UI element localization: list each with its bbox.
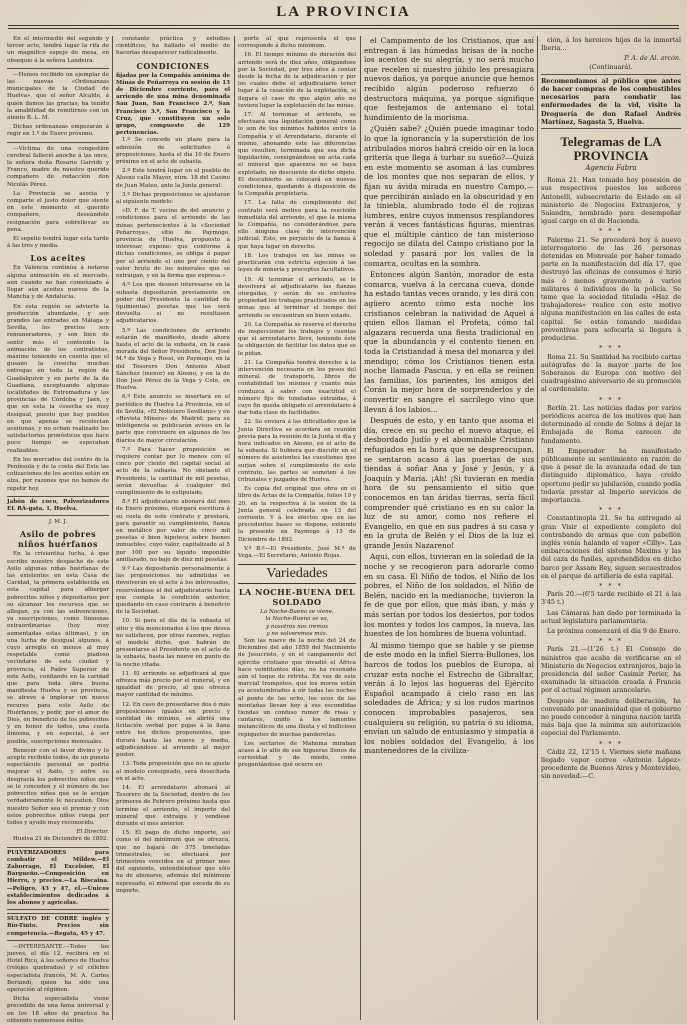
telegrams-agency: Agencia Fabra — [585, 164, 637, 173]
article-paragraph: Aquí, con ellos, tuvieran en la soledad de la noche y se recogieron para adorarle como en su casa. El Niño de todos, el Niño de los pobres, el Niño de los soldados, el Niño de Belén, nacido en la medianoche, tuvieron la fe de que por ellos, que más iban, y más y más serían por todos los desiertos, por todos los montes y todos los campos, la nueva, las huestes de los hombres de buena voluntad. — [364, 552, 534, 639]
separator-stars: * * * — [599, 506, 623, 515]
article-paragraph: Al mismo tiempo que se hable y se piense de este modo en la infiel Sierra-Bullones, los barcos de todos los pueblos de Europa, al cruzar esta noche el Estrecho de Gibraltar, verán á lo lejos las hogueras del Ejército Español acampado á cielo raso en las soledades de África; y si los rudos marinos conocen improbables pasajeros, sea cualquiera su religión, su patria ó su idioma, envían un saludo de entusiasmo y simpatía á los nobles soldados del Evangelio, á los mantenedores de la civiliza- — [364, 640, 534, 756]
divider-rule — [7, 68, 109, 69]
advertisement: Recomendamos al público que antes de hacer compras de los combustibles necesarios para combatir las enfermedades de la vid, visite la Droguería de don Rafael Andrés Martínez, Sagasta 5, Huelva. — [541, 74, 681, 129]
telegrams-heading: Telegramas de LA PROVINCIA — [560, 134, 662, 164]
article-paragraph: El Emperador ha manifestado públicamente su sentimiento en razón de que á pesar de la avanzada edad de tan distinguido diplomático, haya creído oportuno pedir su jubilación, cuando podía todavía prestar al Imperio servicios de importancia. — [541, 446, 681, 504]
article-paragraph: La Provincia se asocia y comparte el justo dolor que siente en este momento el querido compañero, deseándole resignación para sobrellevar su pena. — [7, 190, 109, 233]
article-paragraph: Huelva 21 de Diciembre de 1892. — [13, 836, 109, 843]
signature-line: P. A. de Al. arcón. — [624, 54, 681, 63]
column-2 — [116, 36, 230, 1020]
article-paragraph: 22. Se enviará á las dificultades que la Junta Directiva se acordara en reunión previa para la reunión de la Junta el día y hora indicados en Alosno, en el acto de la subasta. Si hubiera que discutir en el número de asistentes las cuestiones que surjan sobre el cumplimiento de este contrato, las partes se someten á los tribunales y juzgados de Huelva. — [238, 419, 356, 483]
article-paragraph: 8.º El adjudicatario abonará del mes de Enero próximo, otorgará escritura á su costa de este contrato y prestará, para garantir su cumplimiento, fianza en metálico por valor de cinco mil pesetas ó bien hipoteca sobre bienes inmuebles, cuyo valor, capitalizado al 5 por 100 por su líquido imponible amillarado, no baje de diez mil pesetas. — [116, 499, 230, 563]
article-paragraph: 2.º Este tendrá lugar en el pueblo de Alosno calle Mayor, núm. 18 del Casino de Juan Mateo, ante la Junta general. — [116, 168, 230, 189]
section-heading: Los aceites — [30, 253, 86, 264]
article-paragraph: Son las nueve de la noche del 24 de Diciembre del año 1859 del Nacimiento de Jesucristo, y en el campamento del ejército cristiano que invadió el África hace veintitantos días, no ha resonado aún el toque de retreta. En vez de este marcial trompeteo, que los moros están ya acostumbrados á oír todas las noches al punto de las ocho, los ecos de las montañas llevan hoy á sus escondidas tiendas un confuso rumor de risas y cantares, unido á los lamentos melancólicos de una flauta y el bullicioso repiqueteo de muchas panderetas. — [238, 638, 356, 738]
article-paragraph: 7.º Para hacer proposición se requiere contar por lo menos con el cinco por ciento del capital social al acto de la subasta. No obstante el Presidente, la cantidad de mil pesetas, serán devueltas á cualquier del cumplimiento de lo estipulado. — [116, 446, 230, 496]
article-paragraph: ¿Quién sabe? ¿Quién puede imaginar todo lo que la ignorancia y la superstición de los atribulados moros habrá creído oír en la loca gritería que llega á turbar su sueño?—Quizá en este momento se asoman á las cumbres de los montes que nos separan de ellos, y fijan su ávida mirada en nuestro Campo,—que percibirán aislado en la obscuridad y en la tiniebla, alumbrado todo él de rojizas lumbres, entre cuyos inmensos resplandores verán á veces fantásticas figuras, mientras que el múltiple cántico de tan misterioso regocijo se dilata del Campo cristiano por la soledad y pasará por los valles de la comarca, ocultas en la sombra. — [364, 124, 534, 268]
article-paragraph: 4.º Los que deseen interesarse en la subasta depositarán previamente en poder del Presidente la cantidad de (quinientas) pesetas que les será devuelta si no resultasen adjudicatarios. — [116, 282, 230, 325]
article-paragraph: Entonces algún Santón, morador de esta comarca, vuelva á la cercana cueva, donde ha estado tantas veces orando, y les dirá con agüero acento cómo esta noche los cristianos celebran la natividad de Aquel á quien ellos llaman el Profeta, cómo tal algazara recuerda una fiesta tradicional en que la abundancia y el contento tienen en toda la Cristiandad á mesa del monarca y del mendigo; cómo los Cristianos tienen esta noche llamada Pascua, y en ella se reúnen las familias, los parientes, los amigos del Corán la mejor hora de sorprenderlos y de convertir en sangre el sacrílego vino que llevan á los labios... — [364, 270, 534, 414]
signature-line: El Director. — [76, 829, 109, 836]
article-paragraph: 16. El tiempo mínimo de duración del arriendo será de diez años, obligándose por la Sociedad, por tres años á contar desde la fecha de la adjudicación y por los cuales debe el adjudicatario tener lugar á la cesación de la explotación, si llegara el caso de que algún año no tuviera lugar la explotación de las minas. — [238, 52, 356, 109]
article-paragraph: V.º B.º—El Presidente, José M.ª de Vega.—El Secretario, Antonio Rojas. — [238, 545, 356, 560]
article-paragraph: Dicha especialista viene precedido de una fama universal y en los 18 años de práctica ha obtenido numerosos éxitos. — [7, 996, 109, 1024]
variedades-heading: Variedades — [238, 564, 356, 584]
article-paragraph: 5.º Las condiciones de arriendo estarán de manifiesto, desde ahora hasta el acto de la subasta, en la casa morada del Señor Presidente, Don José M.ª de Vega y Rossi, en Paymogo, en la del Tesorero Don Antonio Abad Sánchez (menor) en Alosno, y en la de Don José Pérez de la Vega y Cote, en Huelva. — [116, 327, 230, 392]
article-paragraph: 17. La falta de cumplimiento del contrato será motivo para la rescisión inmediata del arriendo, el que la misma la Compañía, no considerándose para ello ninguna clase de intervención judicial. Esto, en perjuicio de la fianza á que haya lugar en derecho. — [238, 200, 356, 250]
article-paragraph: En Valencia continúa á notarse alguna animación en el mercado, aun cuando no han comenzado á llegar aún aceites nuevos de la Mancha y de Andalucía. — [7, 265, 109, 301]
article-paragraph: El sepelio tendrá lugar esta tarde á las tres y media. — [7, 236, 109, 250]
article-paragraph: La próxima comenzará el día 9 de Enero. — [547, 627, 681, 635]
article-paragraph: París 20.—(6'5 tarde recibido el 21 á las 3'45 t.) — [541, 590, 681, 607]
article-paragraph: 14. El arrendatario abonará al Tesorero de la Sociedad, dentro de los primeros de Febrero próximo hasta que termine el arriendo, el importe del mineral que extraiga y vendiese durante el mes anterior. — [116, 784, 230, 827]
section-heading: CONDICIONES — [136, 60, 210, 71]
masthead-rule-thin — [8, 28, 679, 29]
article-paragraph: En el intermedio del segundo y tercer acto, tendrá lugar la rifa de un magnífico espejo de mesa, en obsequio á la señora Landeira. — [7, 36, 109, 64]
centered-line: J. M. J. — [48, 519, 68, 526]
separator-stars: * * * — [599, 344, 623, 353]
verse-line: y nosotros nos iremos — [265, 623, 329, 630]
column-divider — [234, 36, 235, 1020]
article-paragraph: Berlín 21. Las noticias dadas por varios periódicos acerca de los motivos que han determinado al conde de Solms á dejar la Embajada de Roma carecen de fundamento. — [541, 403, 681, 445]
article-paragraph: Palermo 21. Se procederá hoy á nuevo interrogatorio de las 26 personas detenidas en Monreale por haber tomado parte en la manifestación del día 17, que destruyó las oficinas de consumos é hirió más ó menos gravemente á varios militares é individuos de la policía. Se teme que la sociedad titulada «Haz de trabajadores» realice con este motivo alguna manifestación en las calles de esta capital. Se están tomando medidas preventivas para sofocarla si llegara á producirse. — [541, 235, 681, 343]
article-paragraph: En los mercados del centro de la Península y de la costa del Este las cotizaciones de los aceites están en alza, por razones que no hemos de repetir hoy. — [7, 456, 109, 492]
article-paragraph: Constantinopla 21. Se ha entregado al gran Visir el expediente completo del contrabando de armas que con pabellón inglés venía halando el vapor «Cilly». Las embarcaciones del sistema Maxims y las del caza de fusiles, aprehendidos en dicho barco por Assam Bey, siguen secuestrados en el parque de artillería de esta capital. — [541, 514, 681, 580]
article-paragraph: 13. Toda proposición que no se ajuste al modelo consignado, será desechada en el acto. — [116, 761, 230, 782]
article-paragraph: el Campamento de los Cristianos, que así entregan á las húmedas brisas de la noche los acentos de su alegría, y no será mucho que recelen si nuestro júbilo les presagiara nuevos daños, ya porque anuncie que hemos recibido algún poderoso refuerzo ó destructora máquina, ya porque signifique que festejamos de antemano el total hundimiento de la morisma. — [364, 36, 534, 122]
article-paragraph: constante práctica y estudios científicos, ha hallado el medio de hacerlas desaparecer radicalmente. — [116, 36, 230, 57]
article-paragraph: 17. Al terminar el arriendo, se efectuará una liquidación general como lo son de los mínimos habidos entre la Compañía y el Arrendatario, durante el mismo, abonando este las diferencias que resulten, terminada que sea dicha liquidación, consignándose un acta cada el mineral que aparezca no se haya explotado, no descuente de dicho objeto. El descubierto se colocará en nuevas condiciones, quedando á disposición de la Compañía propietaria. — [238, 112, 356, 198]
separator-stars: * * * — [599, 395, 623, 404]
article-paragraph: 21. La Compañía tendrá derecho á la intervención necesaria en los pesos del mineral de transporte, libros de contabilidad los mismos y cuanto más conduzca á saber con exactitud el número fijo de toneladas extraídas, á cuyo fin queda obligado el arrendatario á dar toda clase de facilidades. — [238, 359, 356, 417]
divider-rule — [7, 142, 109, 143]
article-paragraph: —Hemos recibido un ejemplar de las nuevas «Ordenanzas municipales de la Ciudad de Huelva», que el señor Alcalde, á quien damos las gracias, ha tenido la amabilidad de remitirnos con un atento B. L. M. — [7, 71, 109, 122]
article-paragraph: En la crisiantisa lucha, á que escribe nuestro despacho de este Asilo algunas niñas huérfanas de las existentes en esta Casa de Caridad, la primera establecida en esta capital para albergar pobrecitos niños y depositarios por su alcanzar los recursos que se allegan, ya con las subvenciones, ya suscripciones, como limosnas extraordinarias (hoy muy aumentadas estas últimas), y en una lucha de desigual algunos, á cuyo arreglo en menos al muy respetable como piadoso vecindario de esta ciudad y provincia, el Padre Superior de este Asilo, confiando en la caridad que para toda obra buena manifiesta Huelva y su provincia, se atreve á implorar un nuevo recurso para este Asilo de Huérfanos, y pedir, por el amor de Dios, en beneficio de los pobrecitos y en honor de todos, una cuota limosna, y en especial, á ser posible, suscripciones mensuales. — [7, 551, 109, 745]
article-paragraph: Es copia del original que obra en el libro de Actas de la Compañía, folios 19 y 20, en la respectiva á la sesión de la Junta general celebrada en 13 del corriente. Y á los efectos que en las precedentes bases se dispone, extiendo la presente en Paymogo á 15 de Diciembre de 1892. — [238, 486, 356, 543]
column-3 — [238, 36, 356, 1020]
verse-line: La Noche-Buena se viene, — [260, 609, 334, 616]
article-paragraph: —INTERESANTE.—Todos los jueves, el día 12, recibirá en el Hotel Rico, á los señores de Huelva (relojes quebrados) y el célebre especialista francés, M. A. Carles Beriandí, quien ha sido una operación al régimen. — [7, 943, 109, 993]
article-paragraph: En esta región se advierte la producción abundante, y son grandes las entradas en Málaga y Sevilla, los precios son remuneradores, y son bien de sentir más el contenido la animación de los contratistas, máxime teniendo en cuenta que el gusano la cosecha muchas entregas en toda la región de Guadalquivir y en parte de la de Guadiana, exceptuando algunas localidades de Extremadura y las provincias de Córdoba y Jaén, y que en esta la cosecha es muy desigual, puesto que hay pueblos en que apenas se recolectan aceitunas, y no echan realizado los satisfactorios pronósticos que hace poco tiempo se esperaban realizables. — [7, 303, 109, 454]
column-divider — [537, 36, 538, 1020]
article-paragraph: Roma 21. Su Santidad ha recibido cartas autógrafas de la mayor parte de los Soberanos de Europa con motivo del cuadragésimo aniversario de su promoción al cardenalato. — [541, 352, 681, 394]
article-paragraph: Los sectarios de Mahoma miraban acaso á lo alto de sus higueras llenos de curiosidad y de miedo, como preguntándose qué ocurre en — [238, 740, 356, 769]
article-paragraph: Las Cámaras han dado por terminada la actual legislatura parlamentaria. — [541, 608, 681, 625]
article-paragraph: 15. El pago de dicho importe, así como el del mínimum que se ofrezca, que no bajará de 375 toneladas trimestrales, se efectuará por trimestres vencidos en el primer mes del siguiente, entendiéndose que sólo ha de abonarse, además del mínimum expresado, el mineral que exceda de su importe. — [116, 830, 230, 894]
article-paragraph: París 21.—(1'26 t.) El Consejo de ministros que acaba de verificarse en el Ministerio de Negocios extranjeros, bajo la presidencia del señor Casimir Perier, ha examinado la situación creada á Francia por el actual régimen arancelario. — [541, 645, 681, 695]
article-paragraph: Cádiz 22, 12'15 t. Viernes siete mañana llegado vapor correo «Antonio López» procedente de Buenos Aires y Montevideo, sin novedad.—C. — [541, 747, 681, 781]
column-1 — [7, 36, 109, 1024]
bold-notice: fijadas por la Compañía anónima de Minas de Peñarroya en sesión de 13 de Diciembre corriente, para el arriendo de una mina denominada San Juan, San Francisco 2.º, San Francisco 3.º, San Francisco y la Cruz, que constituyen un solo grupo, compuesto de 129 pertenencias. — [116, 72, 230, 137]
advertisement: PULVERIZADORES para combatir el Mildew.—El Zaborrago, El Excelsior, El Bargueño.—Composición en Hierro, y precios.—La Biscaina.—Peligro, 43 y 47, el.—Únicos establecimientos dedicados á los abonos y agrícolas. — [7, 847, 109, 911]
article-paragraph: Dichas ordenanzas empezarán á regir en 1.º de Enero próximo. — [7, 124, 109, 138]
separator-stars: * * * — [599, 581, 623, 590]
article-paragraph: 18. Los trabajos en las minas se practicarán con estricta sujeción á las leyes de minería y preceptos facultativos. — [238, 252, 356, 274]
verse-line: la Noche-Buena se va, — [265, 616, 329, 623]
section-heading: Asilo de pobres niños huérfanos — [17, 529, 98, 550]
article-paragraph: 20. La Compañía se reserva el derecho de inspeccionar los trabajos y cuentas que el arrendatario lleve, teniendo éste la obligación de facilitar los datos que se le pidan. — [238, 321, 356, 357]
article-paragraph: 19. Al terminar el arriendo, se le devolverá al adjudicatario las fianzas otorgadas, y serán de su exclusiva propiedad los trabajos practicados en las minas que al terminar el tiempo del arriendo se encuentran en buen estado. — [238, 276, 356, 319]
advertisement: Jabón de coco, Palvorizadores EL RÁ-gata, 1, Huelva. — [7, 496, 109, 516]
article-paragraph: —Víctima de una congestión cerebral falleció anoche á las once, la señora doña Rosario Garrido y Franco, madre de nuestro querido compañero de redacción don Nicolás Pérez. — [7, 145, 109, 188]
centered-line: (Continuará). — [589, 62, 633, 71]
article-paragraph: 6.º Este anuncio se insertará en el periódico de Huelva La Provincia, en el de Sevilla, «El Noticiero Sevillano» y en «Revista Minera» de Madrid; para su inteligencia se publicarán avisos en la parte que conviniere en algunos de los diarios de mayor circulación. — [116, 394, 230, 444]
separator-stars: * * * — [599, 739, 623, 748]
article-paragraph: 12. En caso de presentarse dos ó más proposiciones iguales en precio y cantidad de mínimo, se abrirá una licitación verbal por pujas á la llana entre los dichos proponentes, que durará hasta las nueve y media, adjudicándose el arriendo al mejor postor. — [116, 701, 230, 759]
article-paragraph: «D. F. de T. vecino de del anuncio y condiciones para el arriendo de las minas pertenecientes á la «Sociedad Peñarroya», sitio de Paymogo, provincia de Huelva, propuesto á interesar, expone: que conforme á dichas condiciones, se obliga á pagar por el arriendo el uno por ciento del valor bruto de los minerales que se extraigan, y en la forma que expresa.» — [116, 208, 230, 280]
column-divider — [112, 36, 113, 1020]
verse-line: y no volveremos más. — [266, 630, 328, 637]
separator-stars: * * * — [599, 637, 623, 646]
column-divider — [360, 36, 361, 1020]
separator-stars: * * * — [599, 227, 623, 236]
advertisement: SULFATO DE COBRE inglés y Río-Tinto. Precios sin competencia.—Regata, 45 y 47. — [7, 913, 109, 941]
column-4 — [364, 36, 534, 1020]
article-paragraph: Roma 21. Han tomado hoy posesión de sus respectivos puestos los señores Antonelli, subsecretario de Estado en el ministerio de Negocios Extranjeros, y Salandra, nombrado para desempeñar igual cargo en el de Hacienda. — [541, 176, 681, 226]
section-heading: LA NOCHE-BUENA DEL SOLDADO — [238, 587, 356, 608]
column-5 — [541, 36, 681, 1020]
article-paragraph: 10. Si para el día de la subasta el sitio y día mencionados á los que desea no satisfacen, por otras razones, reglas el modelo dicho, que habrán de presentarse al Presidente en el acto de la subasta, hasta las nueve en punto de la noche citada. — [116, 618, 230, 668]
article-paragraph: 11. El arriendo se adjudicará al que ofrezca más precio por el mineral, y en igualdad de precio, al que ofrezca mayor cantidad de mínimo. — [116, 670, 230, 699]
masthead-rule — [8, 25, 679, 26]
article-paragraph: porte al que representa el que corresponde á dicho mínimum. — [238, 36, 356, 50]
article-paragraph: Después de esto, y en tanto que asoma el día, crece en su pecho el nuevo ataque, el desbordado Judío y el abominable Cristiano refugiados en la hora que se despreocupan, se sentaron acaso á las puertas de sus tiendas á soñar Ana y José y Jesús, y á Joaquín y María. ¡Ah! ¡Si tuvieran en media hora de su pensamiento el sitio que conocemos en tan áridas tierras, sería fácil comprender qué cristiano es en su calor la luz de su amor, como nos refiere el Evangelio, en que en sus padres á su casa y en la gruta de Belén y el Dios de la luz el grande Jesús Nazareno! — [364, 416, 534, 550]
article-paragraph: Benecer con el favor divino y lo acepte recibido todos, de un puesto espectáculo personal se podría mejorar el Asilo, y entre su desgracia los pobrecitos niños que se le conceden y el número de los pobrecitos niños que se le acojan verdaderamente le necesiten. Dios nuestro Señor sea el premio y con estos pobrecitos niños ruega por todos y ayude muy reconocido. — [7, 747, 109, 826]
article-paragraph: 9.º Las depositarán personalmente á las proposiciones no admitidas se devolverán en el acto á los interesados, reservándose el del adjudicatario hasta que cumpla lo condición anterior, quedando en caso contrario á beneficio de la Sociedad. — [116, 566, 230, 616]
article-paragraph: ción, á los heroicos hijos de la inmortal Iberia... — [541, 36, 681, 53]
article-paragraph: Después de madura deliberación, ha convenido por unanimidad que el gobierno no puede conceder á ninguna nación tarifa más baja que la mínima sin autorización especial del Parlamento. — [541, 696, 681, 738]
article-paragraph: 1.º Se concede un plazo para la admisión de solicitudes ó proposiciones, hasta el día 10 de Enero próximo en el acto de subasta. — [116, 137, 230, 166]
article-paragraph: 3.º Dichas proposiciones se ajustarán al siguiente modelo: — [116, 191, 230, 206]
newspaper-title: LA PROVINCIA — [276, 4, 411, 20]
